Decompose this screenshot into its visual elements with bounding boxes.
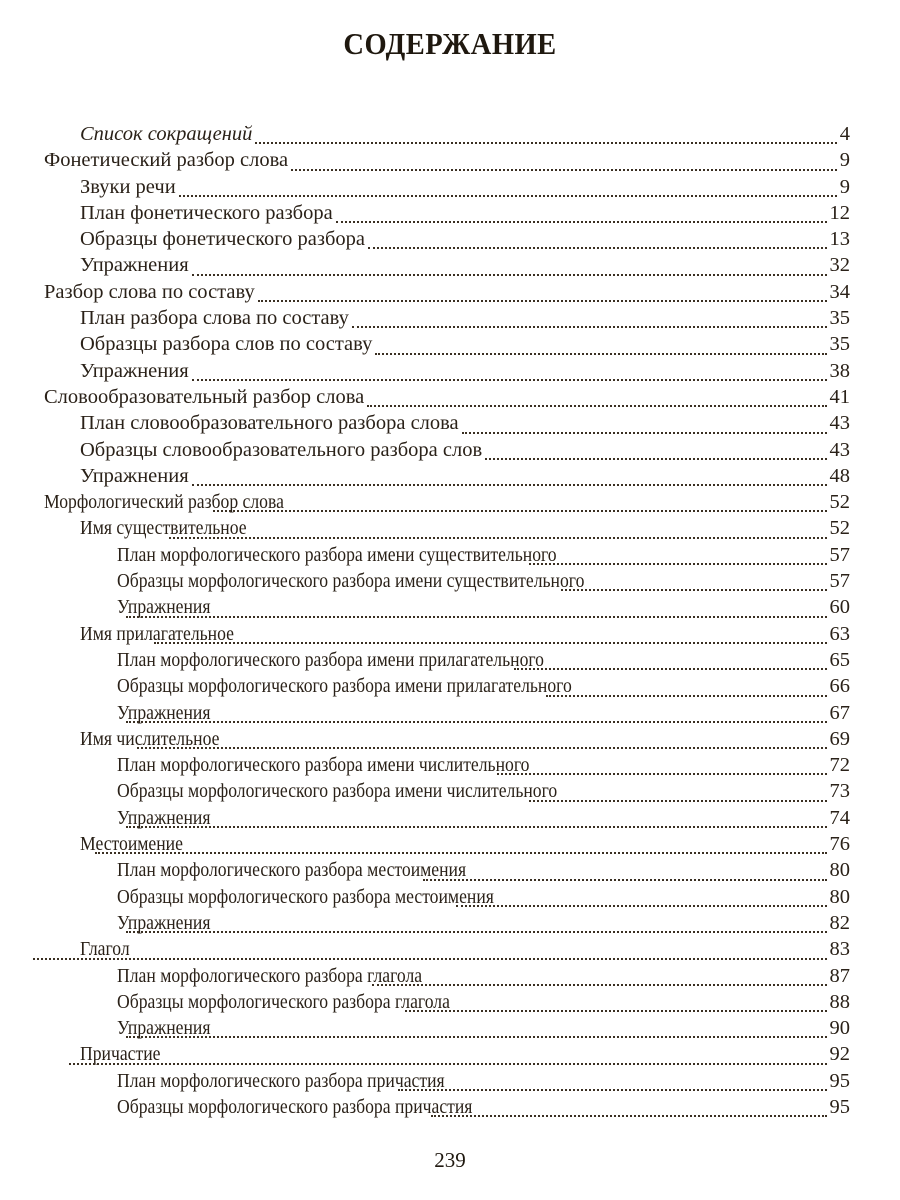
dot-leader xyxy=(352,306,827,329)
toc-entry-page: 95 xyxy=(829,1069,850,1092)
page-title: СОДЕРЖАНИЕ xyxy=(343,26,557,61)
toc-entry[interactable] xyxy=(0,489,850,515)
toc-entry-title: Причастие xyxy=(80,1043,161,1066)
toc-entry[interactable] xyxy=(0,1094,850,1120)
dot-leader xyxy=(192,464,827,487)
toc-entry[interactable] xyxy=(0,121,850,147)
dot-leader xyxy=(367,385,826,408)
dot-leader xyxy=(192,253,827,276)
toc-entry-page: 60 xyxy=(829,596,850,619)
toc-entry-title: Упражнения xyxy=(80,464,189,487)
toc-entry-page: 43 xyxy=(829,412,850,435)
toc-entry[interactable] xyxy=(0,200,850,226)
toc-entry-page: 74 xyxy=(829,806,850,829)
dot-leader xyxy=(179,174,837,197)
toc-entry-page: 66 xyxy=(829,675,850,698)
toc-entry-page: 69 xyxy=(829,727,850,750)
dot-leader xyxy=(368,227,826,250)
toc-entry-title: План словообразовательного разбора слова xyxy=(80,412,459,435)
toc-entry[interactable] xyxy=(0,568,850,594)
dot-leader xyxy=(192,358,827,381)
toc-entry-page: 12 xyxy=(829,201,850,224)
dot-leader xyxy=(529,543,827,566)
toc-entry[interactable] xyxy=(0,673,850,699)
toc-entry-page: 41 xyxy=(829,385,850,408)
toc-entry-title: План морфологического разбора причастия xyxy=(117,1069,445,1092)
dot-leader xyxy=(126,595,826,618)
toc-entry[interactable] xyxy=(0,226,850,252)
dot-leader xyxy=(33,937,827,960)
toc-entry[interactable] xyxy=(0,884,850,910)
toc-entry[interactable] xyxy=(0,647,850,673)
dot-leader xyxy=(126,806,826,829)
toc-entry[interactable] xyxy=(0,910,850,936)
toc-entry-page: 92 xyxy=(829,1043,850,1066)
toc-entry-page: 9 xyxy=(839,175,850,198)
toc-entry[interactable] xyxy=(0,384,850,410)
toc-entry[interactable] xyxy=(0,831,850,857)
toc-entry-title: Упражнения xyxy=(117,806,211,829)
toc-entry-page: 76 xyxy=(829,833,850,856)
toc-entry-page: 52 xyxy=(829,517,850,540)
toc-entry[interactable] xyxy=(0,621,850,647)
toc-entry-title: Список сокращений xyxy=(80,123,253,145)
toc-entry-title: Местоимение xyxy=(80,833,183,856)
dot-leader xyxy=(546,674,826,697)
toc-entry-page: 63 xyxy=(829,622,850,645)
dot-leader xyxy=(529,779,826,802)
toc-entry-title: Образцы морфологического разбора имени числительного xyxy=(117,780,558,803)
toc-entry-title: Упражнения xyxy=(80,254,189,277)
dot-leader xyxy=(405,990,827,1013)
toc-entry-title: Образцы морфологического разбора местоимения xyxy=(117,885,494,908)
toc-entry[interactable] xyxy=(0,726,850,752)
toc-entry-page: 52 xyxy=(829,491,850,514)
toc-entry-page: 57 xyxy=(829,543,850,566)
toc-entry-page: 35 xyxy=(829,333,850,356)
toc-entry-page: 83 xyxy=(829,938,850,961)
toc-entry-page: 73 xyxy=(829,780,850,803)
toc-entry-title: План фонетического разбора xyxy=(80,201,333,224)
toc-entry-page: 34 xyxy=(829,280,850,303)
toc-entry[interactable] xyxy=(0,358,850,384)
dot-leader xyxy=(336,201,827,224)
toc-entry[interactable] xyxy=(0,515,850,541)
toc-entry[interactable] xyxy=(0,174,850,200)
toc-entry-page: 9 xyxy=(839,149,850,172)
toc-entry-title: Имя числительное xyxy=(80,727,220,750)
dot-leader xyxy=(497,753,827,776)
toc-entry-title: План морфологического разбора имени существительного xyxy=(117,543,557,566)
toc-entry-page: 32 xyxy=(829,254,850,277)
dot-leader xyxy=(126,1016,826,1039)
dot-leader xyxy=(255,122,836,145)
table-of-contents xyxy=(0,121,900,1120)
dot-leader xyxy=(372,963,826,986)
dot-leader xyxy=(398,1068,826,1091)
toc-entry-page: 72 xyxy=(829,754,850,777)
toc-entry-title: Образцы морфологического разбора имени существительного xyxy=(117,570,585,593)
toc-entry-page: 4 xyxy=(839,123,850,145)
toc-entry-title: Упражнения xyxy=(117,701,211,724)
toc-entry-title: План морфологического разбора имени числительного xyxy=(117,754,530,777)
toc-entry-page: 90 xyxy=(829,1017,850,1040)
dot-leader xyxy=(462,411,827,434)
toc-entry[interactable] xyxy=(0,963,850,989)
toc-entry[interactable] xyxy=(0,463,850,489)
toc-entry-title: Упражнения xyxy=(117,596,211,619)
dot-leader xyxy=(95,832,827,855)
toc-entry[interactable] xyxy=(0,252,850,278)
toc-entry[interactable] xyxy=(0,1041,850,1067)
toc-entry[interactable] xyxy=(0,279,850,305)
toc-entry-page: 87 xyxy=(829,964,850,987)
dot-leader xyxy=(213,490,826,513)
toc-entry[interactable] xyxy=(0,857,850,883)
toc-entry[interactable] xyxy=(0,700,850,726)
toc-entry-title: Образцы фонетического разбора xyxy=(80,228,366,251)
toc-entry-title: Образцы морфологического разбора причастия xyxy=(117,1095,473,1118)
toc-entry[interactable] xyxy=(0,778,850,804)
toc-entry[interactable] xyxy=(0,752,850,778)
toc-entry-page: 88 xyxy=(829,990,850,1013)
toc-entry[interactable] xyxy=(0,805,850,831)
toc-entry[interactable] xyxy=(0,331,850,357)
toc-entry-title: Словообразовательный разбор слова xyxy=(44,385,365,408)
toc-entry-title: План морфологического разбора глагола xyxy=(117,964,423,987)
toc-entry-title: План разбора слова по составу xyxy=(80,307,349,330)
toc-entry[interactable] xyxy=(0,147,850,173)
dot-leader xyxy=(456,884,827,907)
toc-entry-page: 35 xyxy=(829,307,850,330)
toc-entry-title: Образцы морфологического разбора имени прилагательного xyxy=(117,675,572,698)
dot-leader xyxy=(169,516,827,539)
dot-leader xyxy=(291,148,837,171)
toc-entry[interactable] xyxy=(0,437,850,463)
toc-entry-page: 48 xyxy=(829,464,850,487)
dot-leader xyxy=(137,727,826,750)
toc-entry-page: 43 xyxy=(829,438,850,461)
toc-entry[interactable] xyxy=(0,1015,850,1041)
toc-entry[interactable] xyxy=(0,542,850,568)
toc-entry-page: 95 xyxy=(829,1095,850,1118)
toc-entry-title: Образцы морфологического разбора глагола xyxy=(117,990,450,1013)
toc-entry[interactable] xyxy=(0,936,850,962)
toc-entry-title: Образцы словообразовательного разбора слов xyxy=(80,438,483,461)
toc-entry-title: Упражнения xyxy=(80,359,189,382)
toc-entry-title: Глагол xyxy=(80,938,130,961)
toc-entry-title: Упражнения xyxy=(117,1017,211,1040)
dot-leader xyxy=(561,569,827,592)
toc-entry-page: 82 xyxy=(829,911,850,934)
toc-entry-page: 38 xyxy=(829,359,850,382)
toc-entry-title: Образцы разбора слов по составу xyxy=(80,333,373,356)
toc-entry[interactable] xyxy=(0,305,850,331)
toc-entry-title: Фонетический разбор слова xyxy=(44,149,289,172)
page-number: 239 xyxy=(434,1148,466,1172)
toc-entry-title: План морфологического разбора местоимения xyxy=(117,859,467,882)
toc-entry[interactable] xyxy=(0,1068,850,1094)
toc-entry-title: Звуки речи xyxy=(80,175,176,198)
toc-entry-page: 57 xyxy=(829,570,850,593)
toc-entry-title: Морфологический разбор слова xyxy=(44,491,284,514)
dot-leader xyxy=(375,332,826,355)
dot-leader xyxy=(485,437,826,460)
toc-entry[interactable] xyxy=(0,594,850,620)
toc-entry-page: 13 xyxy=(829,228,850,251)
dot-leader xyxy=(126,911,826,934)
dot-leader xyxy=(423,858,826,881)
toc-entry-title: План морфологического разбора имени прилагательного xyxy=(117,648,544,671)
dot-leader xyxy=(126,700,826,723)
toc-entry-page: 80 xyxy=(829,885,850,908)
toc-entry-title: Разбор слова по составу xyxy=(44,280,255,303)
toc-entry-page: 67 xyxy=(829,701,850,724)
toc-entry-title: Имя прилагательное xyxy=(80,622,234,645)
toc-entry-title: Упражнения xyxy=(117,911,211,934)
toc-entry-page: 80 xyxy=(829,859,850,882)
dot-leader xyxy=(154,621,826,644)
dot-leader xyxy=(514,648,827,671)
toc-entry[interactable] xyxy=(0,989,850,1015)
dot-leader xyxy=(69,1042,827,1065)
dot-leader xyxy=(258,280,827,303)
toc-entry-page: 65 xyxy=(829,648,850,671)
toc-entry[interactable] xyxy=(0,410,850,436)
toc-entry-title: Имя существительное xyxy=(80,517,247,540)
dot-leader xyxy=(431,1095,827,1118)
